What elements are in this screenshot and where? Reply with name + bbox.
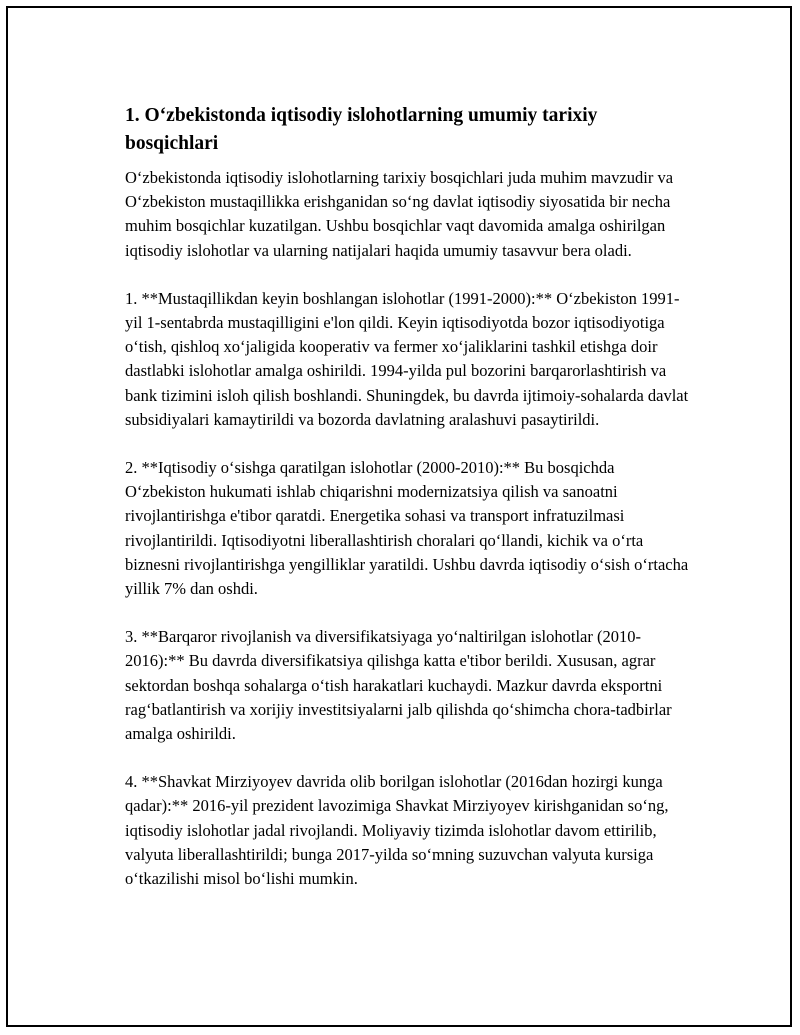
- page-frame: [6, 6, 792, 1027]
- section-2-paragraph: 2. **Iqtisodiy o‘sishga qaratilgan islohotlar (2000-2010):** Bu bosqichda O‘zbekiston hukumati ishlab chiqarishni modernizatsiya qilish va sanoatni rivojlantirishga e'tibor qaratdi. Energetika sohasi va transport infratuzilmasi rivojlantirildi. Iqtisodiyotni liberallashtirish choralari qo‘llandi, kichik va o‘rta biznesni rivojlantirishga yengilliklar yaratildi. Ushbu davrda iqtisodiy o‘sish o‘rtacha yillik 7% dan oshdi.: [125, 458, 689, 599]
- document-title: 1. O‘zbekistonda iqtisodiy islohotlarning umumiy tarixiy bosqichlari: [125, 105, 598, 154]
- section-4-paragraph: 4. **Shavkat Mirziyoyev davrida olib borilgan islohotlar (2016dan hozirgi kunga qadar):** 2016-yil prezident lavozimiga Shavkat Mirziyoyev kirishganidan so‘ng, iqtisodiy islohotlar jadal rivojlandi. Moliyaviy tizimda islohotlar davom ettirilib, valyuta liberallashtirildi; bunga 2017-yilda so‘mning suzuvchan valyuta kursiga o‘tkazilishi misol bo‘lishi mumkin.: [125, 772, 669, 889]
- section-1-paragraph: 1. **Mustaqillikdan keyin boshlangan islohotlar (1991-2000):** O‘zbekiston 1991-yil 1-sentabrda mustaqilligini e'lon qildi. Keyin iqtisodiyotda bozor iqtisodiyotiga o‘tish, qishloq xo‘jaligida kooperativ va fermer xo‘jaliklarini tashkil etishga doir dastlabki islohotlar amalga oshirildi. 1994-yilda pul bozorini barqarorlashtirish va bank tizimini isloh qilish boshlandi. Shuningdek, bu davrda ijtimoiy-sohalarda davlat subsidiyalari kamaytirildi va bozorda davlatning aralashuvi pasaytirildi.: [125, 288, 689, 429]
- intro-paragraph: O‘zbekistonda iqtisodiy islohotlarning tarixiy bosqichlari juda muhim mavzudir va O‘zbekiston mustaqillikka erishganidan so‘ng davlat iqtisodiy siyosatida bir necha muhim bosqichlar kuzatilgan. Ushbu bosqichlar vaqt davomida amalga oshirilgan iqtisodiy islohotlar va ularning natijalari haqida umumiy tasavvur bera oladi.: [125, 168, 674, 260]
- document-body: [125, 102, 691, 915]
- section-3-paragraph: 3. **Barqaror rivojlanish va diversifikatsiyaga yo‘naltirilgan islohotlar (2010-2016):** Bu davrda diversifikatsiya qilishga katta e'tibor berildi. Xususan, agrar sektordan boshqa sohalarga o‘tish harakatlari kuchaydi. Mazkur davrda eksportni rag‘batlantirish va xorijiy investitsiyalarni jalb qilishda qo‘shimcha chora-tadbirlar amalga oshirildi.: [125, 627, 672, 744]
